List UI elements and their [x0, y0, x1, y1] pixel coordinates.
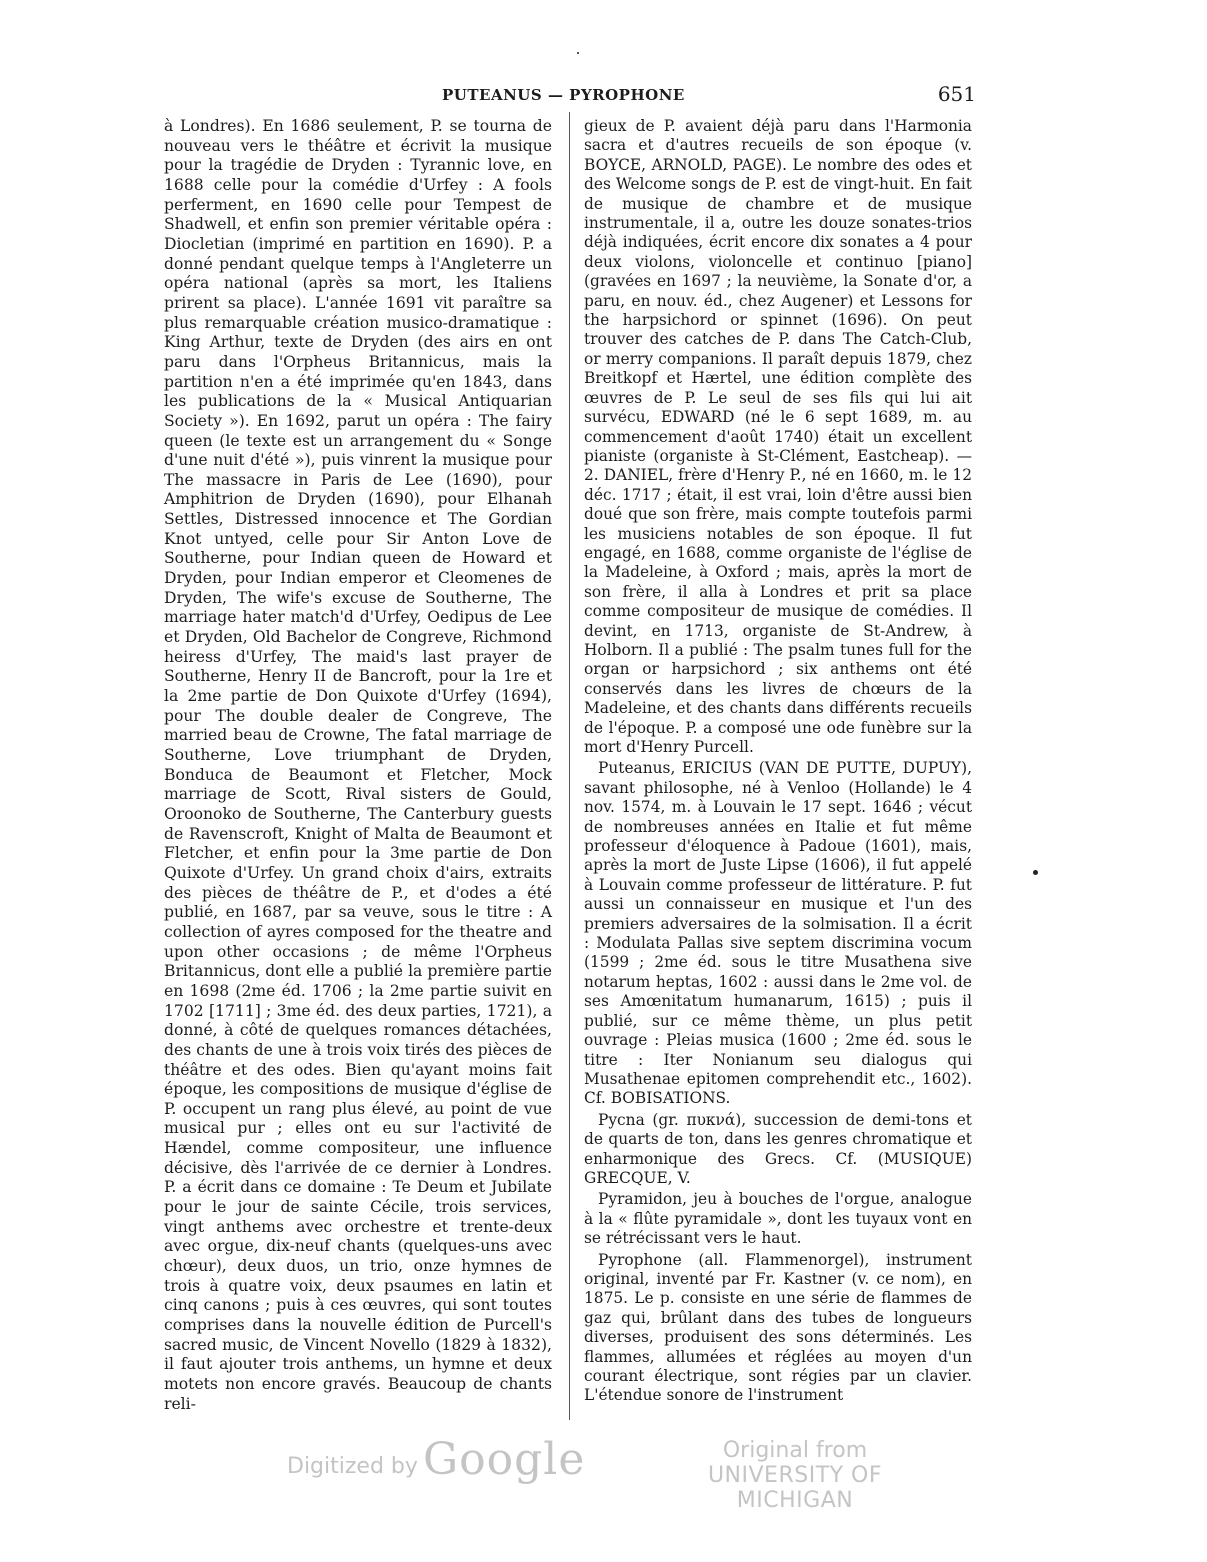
margin-speck	[1033, 870, 1038, 875]
scan-speck	[577, 52, 579, 54]
entry-pycna: Pycna (gr. πυκνά), succession de demi-tons et de quarts de ton, dans les genres chromatique et enharmonique des Grecs. Cf. (MUSIQUE) GRECQUE, V.	[584, 1110, 972, 1187]
entry-pyramidon: Pyramidon, jeu à bouches de l'orgue, analogue à la « flûte pyramidale », dont les tuyaux vont en se rétrécissant vers le haut.	[584, 1190, 972, 1248]
original-from-text: Original from	[722, 1438, 868, 1463]
entry-pyrophone: Pyrophone (all. Flammenorgel), instrument original, inventé par Fr. Kastner (v. ce nom), en 1875. Le p. consiste en une série de flammes de gaz qui, brûlant dans des tubes de longueurs diverses, produisent des sons déterminés. Les flammes, allumées et réglées au moyen d'un courant électrique, sont régies par un clavier. L'étendue sonore de l'instrument	[584, 1250, 972, 1405]
digitized-watermark	[287, 1434, 586, 1494]
left-column	[164, 117, 552, 1414]
left-column-text: à Londres). En 1686 seulement, P. se tourna de nouveau vers le théâtre et écrivit la musique pour la tragédie de Dryden : Tyrannic love, en 1688 celle pour la comédie d'Urfey : A fools perferment, en 1690 celle pour Tempest de Shadwell, et enfin son premier véritable opéra : Diocletian (imprimé en partition en 1690). P. a donné pendant quelque temps à l'Angleterre un opéra national (après sa mort, les Italiens prirent sa place). L'année 1691 vit paraître sa plus remarquable création musico-dramatique : King Arthur, texte de Dryden (des airs en ont paru dans l'Orpheus Britannicus, mais la partition n'en a été imprimée qu'en 1843, dans les publications de la « Musical Antiquarian Society »). En 1692, parut un opéra : The fairy queen (le texte est un arrangement du « Songe d'une nuit d'été »), puis vinrent la musique pour The massacre in Paris de Lee (1690), pour Amphitrion de Dryden (1690), pour Elhanah Settles, Distressed innocence et The Gordian Knot untyed, celle pour Sir Anton Love de Southerne, pour Indian queen de Howard et Dryden, pour Indian emperor et Cleomenes de Dryden, The wife's excuse de Southerne, The marriage hater match'd d'Urfey, Oedipus de Lee et Dryden, Old Bachelor de Congreve, Richmond heiress d'Urfey, The maid's last prayer de Southerne, Henry II de Bancroft, pour la 1re et la 2me partie de Don Quixote d'Urfey (1694), pour The double dealer de Congreve, The married beau de Crowne, The fatal marriage de Southerne, Love triumphant de Dryden, Bonduca de Beaumont et Fletcher, Mock marriage de Scott, Rival sisters de Gould, Oroonoko de Southerne, The Canterbury guests de Ravenscroft, Knight of Malta de Beaumont et Fletcher, et enfin pour la 3me partie de Don Quixote d'Urfey. Un grand choix d'airs, extraits des pièces de théâtre de P., et d'odes a été publié, en 1687, par sa veuve, sous le titre : A collection of ayres composed for the theatre and upon other occasions ; de même l'Orpheus Britannicus, dont elle a publié la première partie en 1698 (2me éd. 1706 ; la 2me partie suivit en 1702 [1711] ; 3me éd. des deux parties, 1721), a donné, à côté de quelques romances détachées, des chants de une à trois voix tirés des pièces de théâtre et des odes. Bien qu'ayant moins fait époque, les compositions de musique d'église de P. occupent un rang plus élevé, au point de vue musical pur ; elles ont eu sur l'activité de Hændel, comme compositeur, une influence décisive, dès l'arrivée de ce dernier à Londres. P. a écrit dans ce domaine : Te Deum et Jubilate pour le jour de sainte Cécile, trois services, vingt anthems avec orchestre et trente-deux avec orgue, dix-neuf chants (quelques-uns avec chœur), deux duos, un trio, onze hymnes de trois à quatre voix, deux psaumes en latin et cinq canons ; puis à ces œuvres, qui sont toutes comprises dans la nouvelle édition de Purcell's sacred music, de Vincent Novello (1829 à 1832), il faut ajouter trois anthems, un hymne et deux motets non encore gravés. Beaucoup de chants reli-	[164, 117, 552, 1413]
page-number: 651	[937, 82, 976, 106]
digitized-by-text: Digitized by	[287, 1454, 418, 1479]
right-column	[584, 117, 972, 1406]
running-head: PUTEANUS — PYROPHONE	[442, 86, 685, 104]
entry-puteanus: Puteanus, ERICIUS (VAN DE PUTTE, DUPUY), savant philosophe, né à Venloo (Hollande) le 4 nov. 1574, m. à Louvain le 17 sept. 1646 ; vécut de nombreuses années en Italie et fut même professeur d'éloquence à Padoue (1601), mais, après la mort de Juste Lipse (1606), il fut appelé à Louvain comme professeur de littérature. P. fut aussi un connaisseur en musique et l'un des premiers adversaires de la solmisation. Il a écrit : Modulata Pallas sive septem discrimina vocum (1599 ; 2me éd. sous le titre Musathena sive notarum heptas, 1602 : aussi dans le 2me vol. de ses Amœnitatum humanarum, 1615) ; puis il publié, sur ce même thème, un plus petit ouvrage : Pleias musica (1600 ; 2me éd. sous le titre : Iter Nonianum seu dialogus qui Musathenae epitomen comprehendit etc., 1602). Cf. BOBISATIONS.	[584, 759, 972, 1108]
column-divider	[569, 112, 570, 1420]
page-header	[160, 82, 976, 110]
original-from-watermark	[660, 1438, 930, 1513]
university-text: UNIVERSITY OF MICHIGAN	[707, 1463, 883, 1513]
purcell-continuation: gieux de P. avaient déjà paru dans l'Harmonia sacra et d'autres recueils de son époque (v. BOYCE, ARNOLD, PAGE). Le nombre des odes et des Welcome songs de P. est de vingt-huit. En fait de musique de chambre et de musique instrumentale, il a, outre les douze sonates-trios déjà indiquées, écrit encore dix sonates a 4 pour deux violons, violoncelle et continuo [piano] (gravées en 1697 ; la neuvième, la Sonate d'or, a paru, en nouv. éd., chez Augener) et Lessons for the harpsichord or spinnet (1696). On peut trouver des catches de P. dans The Catch-Club, or merry companions. Il paraît depuis 1879, chez Breitkopf et Hærtel, une édition complète des œuvres de P. Le seul de ses fils qui lui ait survécu, EDWARD (né le 6 sept 1689, m. au commencement d'août 1740) était un excellent pianiste (organiste à St-Clément, Eastcheap). — 2. DANIEL, frère d'Henry P., né en 1660, m. le 12 déc. 1717 ; était, il est vrai, loin d'être aussi bien doué que son frère, mais compte toutefois parmi les musiciens notables de son époque. Il fut engagé, en 1688, comme organiste de l'église de la Madeleine, à Oxford ; mais, après la mort de son frère, il alla à Londres et prit sa place comme compositeur de musique de comédies. Il devint, en 1713, organiste de St-Andrew, à Holborn. Il a publié : The psalm tunes full for the organ or harpsichord ; six anthems ont été conservés dans les livres de chœurs de la Madeleine, et des chants dans différents recueils de l'époque. P. a composé une ode funèbre sur la mort d'Henry Purcell.	[584, 117, 972, 756]
google-logo: Google	[423, 1434, 586, 1485]
